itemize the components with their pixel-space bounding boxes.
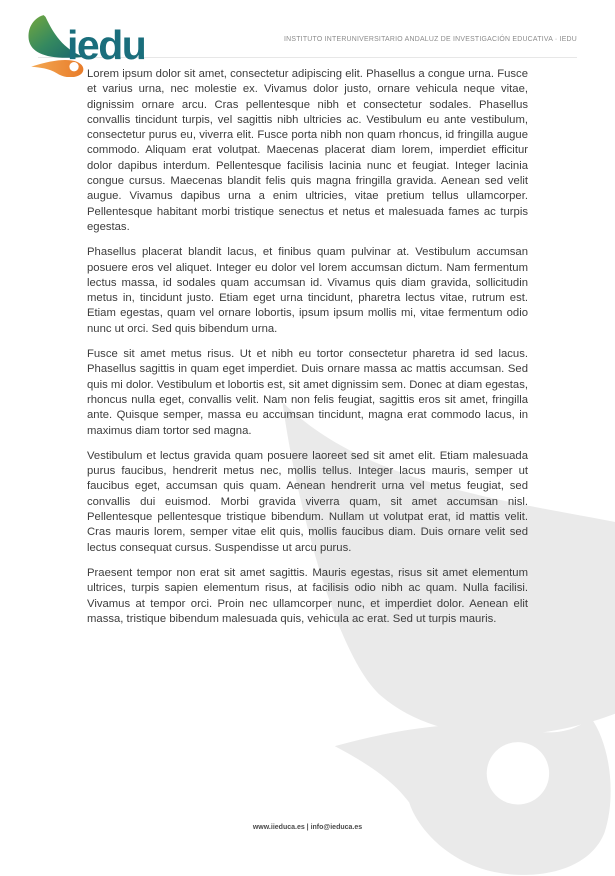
logo-wordmark: iedu <box>67 22 146 68</box>
paragraph-5: Praesent tempor non erat sit amet sagittis. Mauris egestas, risus sit amet elementum ultrices, turpis sapien elementum risus, at facilisis odio nibh ac quam. Nulla facilisi. Vivamus at tempor orci. Proin nec ullamcorper nunc, et imperdiet dolor. Aenean elit massa, tristique bibendum malesuada quis, vehicula ac erat. Sed ut turpis mauris. <box>87 566 528 625</box>
paragraph-2: Phasellus placerat blandit lacus, et finibus quam pulvinar at. Vestibulum accumsan posuere eros vel aliquet. Integer eu dolor vel lorem accumsan dictum. Nam fermentum lectus massa, id sodales quam accumsan id. Vivamus quis diam gravida, sollicitudin metus in, tincidunt justo. Etiam eget urna tincidunt, pharetra lectus vitae, rutrum est. Etiam egestas, quam vel ornare lobortis, ipsum ipsum mollis mi, vitae fermentum odio nunc ut orci. Sed quis bibendum urna. <box>87 246 528 335</box>
institute-name: INSTITUTO INTERUNIVERSITARIO ANDALUZ DE INVESTIGACIÓN EDUCATIVA · IEDU <box>283 36 577 43</box>
footer-contact-line: www.iieduca.es | info@ieduca.es <box>252 824 363 831</box>
paragraph-3: Fusce sit amet metus risus. Ut et nibh eu tortor consectetur pharetra id sed lacus. Phasellus sagittis in quam eget imperdiet. Duis ornare massa ac mattis accumsan. Sed quis mi dolor. Vestibulum et lobortis est, sit amet dignissim sem. Donec at diam egestas, rhoncus nulla eget, convallis velit. Nam non felis feugiat, sagittis eros sit amet, fringilla ante. Quisque semper, massa eu accumsan tincidunt, magna erat commodo lacus, in maximus diam tortor sed magna. <box>87 348 528 437</box>
document-body <box>87 67 528 637</box>
paragraph-4: Vestibulum et lectus gravida quam posuere laoreet sed sit amet elit. Etiam malesuada purus faucibus, hendrerit metus nec, mollis tellus. Integer lacus mauris, semper ut faucibus eget, accumsan quis quam. Aenean hendrerit urna vel metus feugiat, sed convallis dui euismod. Morbi gravida viverra quam, sit amet accumsan nisl. Pellentesque pellentesque tristique bibendum. Nullam ut volutpat erat, id mattis velit. Cras mauris lorem, semper vitae elit quis, mollis faucibus diam. Duis ornare velit sed lectus consequat cursus. Suspendisse ut arcu purus. <box>87 449 528 554</box>
paragraph-1: Lorem ipsum dolor sit amet, consectetur adipiscing elit. Phasellus a congue urna. Fusce et varius urna, nec molestie ex. Vivamus dolor justo, ornare vehicula neque vitae, dignissim ornare arcu. Cras pellentesque nibh et consectetur sodales. Phasellus convallis tincidunt turpis, vel sagittis nibh ultricies ac. Vestibulum eu ante vestibulum, consectetur purus eu, viverra elit. Fusce porta nibh non quam rhoncus, id fringilla augue commodo. Aliquam erat volutpat. Maecenas placerat diam lorem, imperdiet efficitur dolor dapibus interdum. Pellentesque facilisis lacinia nunc et feugiat. Integer lacinia congue cursus. Maecenas blandit felis quis magna fringilla gravida. Aenean sed velit augue. Vivamus dapibus urna a enim ultricies, vitae pretium tellus ullamcorper. Pellentesque habitant morbi tristique senectus et netus et malesuada fames ac turpis egestas. <box>87 68 528 233</box>
